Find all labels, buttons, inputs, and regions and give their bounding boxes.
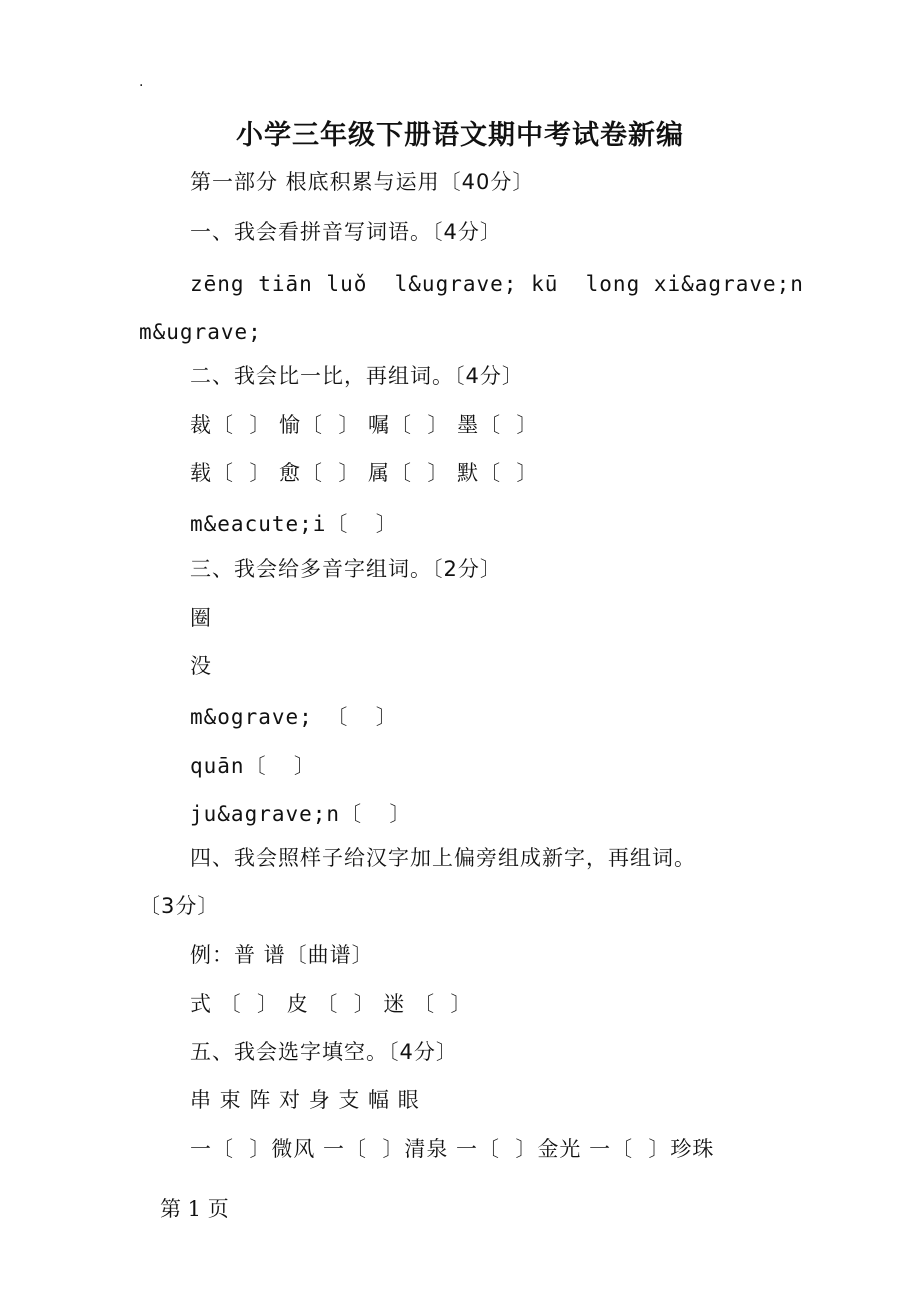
question-1-pinyin: zēng tiān luǒ l&ugrave; kū long xi&agrave;n bbox=[190, 272, 804, 296]
question-5-heading: 五、我会选字填空。〔4分〕 bbox=[190, 1040, 458, 1064]
question-2-row-3: m&eacute;i〔 〕 bbox=[190, 512, 398, 536]
question-3-pinyin-1: m&ograve; 〔 〕 bbox=[190, 705, 398, 729]
question-3-char-1: 圈 bbox=[190, 606, 212, 630]
question-5-word-bank: 串 束 阵 对 身 支 幅 眼 bbox=[190, 1088, 420, 1112]
question-5-row: 一〔 〕微风 一〔 〕清泉 一〔 〕金光 一〔 〕珍珠 bbox=[190, 1137, 715, 1161]
question-2-row-2: 载〔 〕 愈〔 〕 属〔 〕 默〔 〕 bbox=[190, 461, 539, 485]
header-mark: · bbox=[139, 78, 144, 94]
question-4-row: 式 〔 〕 皮 〔 〕 迷 〔 〕 bbox=[190, 992, 473, 1016]
question-1-pinyin-continued: m&ugrave; bbox=[139, 320, 262, 344]
question-2-row-1: 裁〔 〕 愉〔 〕 嘱〔 〕 墨〔 〕 bbox=[190, 413, 539, 437]
section-heading-part-one: 第一部分 根底积累与运用〔40分〕 bbox=[190, 170, 535, 194]
question-1-heading: 一、我会看拼音写词语。〔4分〕 bbox=[190, 220, 502, 244]
page-number: 第 1 页 bbox=[160, 1197, 229, 1221]
question-4-example: 例：普 谱〔曲谱〕 bbox=[190, 943, 374, 967]
question-3-pinyin-3: ju&agrave;n〔 〕 bbox=[190, 802, 412, 826]
question-3-char-2: 没 bbox=[190, 654, 212, 678]
question-3-heading: 三、我会给多音字组词。〔2分〕 bbox=[190, 557, 502, 581]
question-2-heading: 二、我会比一比，再组词。〔4分〕 bbox=[190, 364, 524, 388]
question-4-heading-continued: 〔3分〕 bbox=[139, 894, 220, 918]
question-4-heading: 四、我会照样子给汉字加上偏旁组成新字，再组词。 bbox=[190, 846, 696, 870]
document-title: 小学三年级下册语文期中考试卷新编 bbox=[236, 120, 684, 151]
question-3-pinyin-2: quān〔 〕 bbox=[190, 754, 316, 778]
